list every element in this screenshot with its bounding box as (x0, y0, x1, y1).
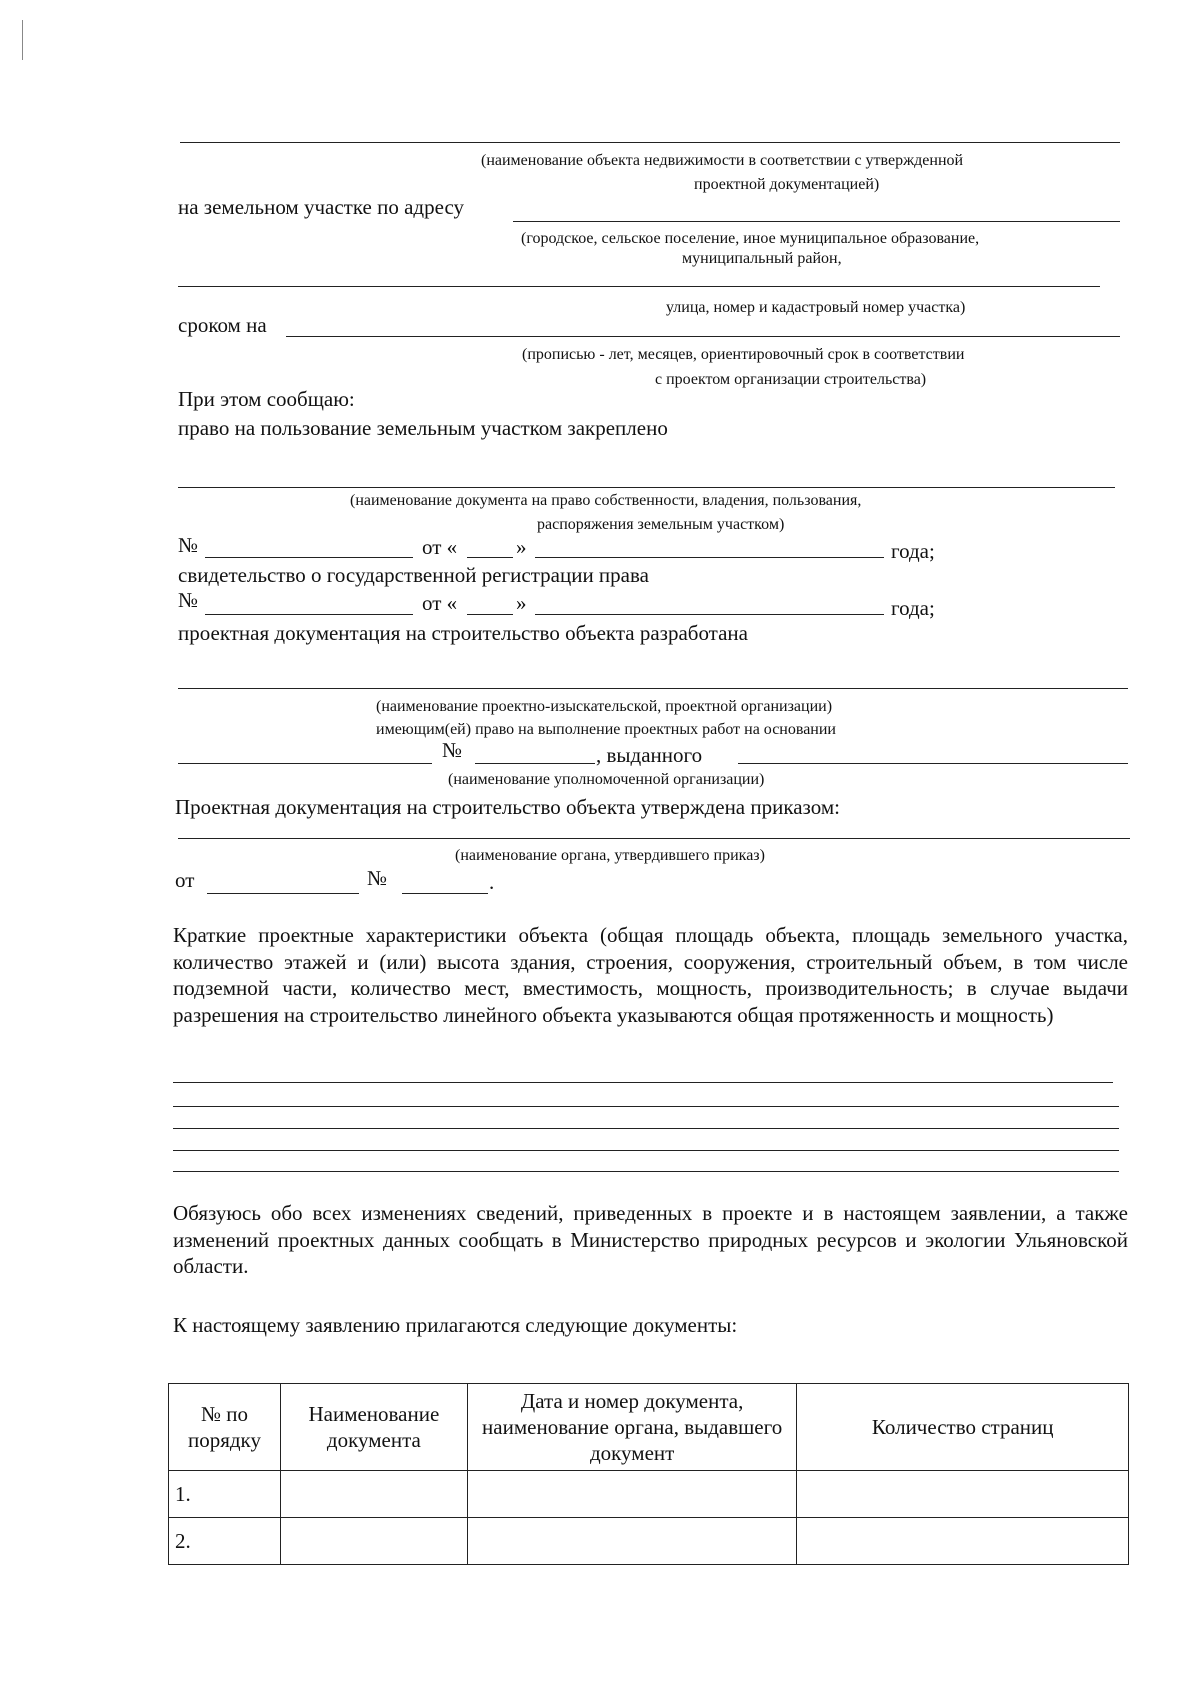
object-name-line[interactable] (180, 142, 1120, 143)
term-line[interactable] (286, 336, 1120, 337)
date-issuer-cell[interactable] (467, 1518, 797, 1565)
scan-margin-mark (22, 20, 23, 60)
caption-term-2: с проектом организации строительства) (655, 371, 927, 388)
date-issuer-cell[interactable] (467, 1471, 797, 1518)
col-header-pages: Количество страниц (797, 1384, 1129, 1471)
characteristics-text: Краткие проектные характеристики объекта (общая площадь объекта, площадь земельного участка, количество этажей и (или) высота здания, строения, сооружения, строительный объем, в том числе подземной части, количество мест, вместимость, мощность, производительность; в случае выдачи разрешения на строительство линейного объекта указываются общая протяженность и мощность) (173, 923, 1128, 1027)
doc-number-line[interactable] (205, 557, 413, 558)
year-label: года; (891, 596, 935, 620)
caption-authorized-org: (наименование уполномоченной организации) (448, 771, 765, 788)
row-number-cell: 2. (169, 1518, 281, 1565)
term-label: сроком на (178, 313, 267, 337)
report-label: При этом сообщаю: (178, 387, 355, 411)
row-number-cell: 1. (169, 1471, 281, 1518)
pages-cell[interactable] (797, 1518, 1129, 1565)
day-line[interactable] (467, 557, 513, 558)
table-row (169, 1518, 1129, 1565)
approving-body-line[interactable] (178, 838, 1130, 839)
doc-name-cell[interactable] (280, 1471, 467, 1518)
number-sign: № (178, 533, 199, 557)
design-docs-label: проектная документация на строительство объекта разработана (178, 621, 748, 645)
caption-address-1: (городское, сельское поселение, иное муниципальное образование, (521, 230, 980, 247)
caption-design-org-2: имеющим(ей) право на выполнение проектных работ на основании (376, 721, 836, 738)
caption-object-2: проектной документацией) (694, 176, 880, 193)
land-doc-line[interactable] (178, 487, 1115, 488)
from-close: » (516, 535, 527, 559)
characteristics-line-5[interactable] (173, 1171, 1119, 1172)
caption-address-2: муниципальный район, (682, 250, 842, 267)
characteristics-line-2[interactable] (173, 1106, 1119, 1107)
col-header-number: № по порядку (169, 1384, 281, 1471)
address-line[interactable] (513, 221, 1120, 222)
license-line[interactable] (178, 763, 432, 764)
characteristics-line-3[interactable] (173, 1128, 1119, 1129)
table-row (169, 1471, 1129, 1518)
caption-design-org-1: (наименование проектно-изыскательской, проектной организации) (376, 698, 833, 715)
doc-name-cell[interactable] (280, 1518, 467, 1565)
license-number-line[interactable] (475, 763, 595, 764)
caption-land-doc-2: распоряжения земельным участком) (537, 516, 785, 533)
day-line[interactable] (467, 614, 513, 615)
from-label: от « (422, 591, 458, 615)
col-header-date-issuer: Дата и номер документа, наименование органа, выдавшего документ (467, 1384, 797, 1471)
pages-cell[interactable] (797, 1471, 1129, 1518)
characteristics-line-1[interactable] (173, 1082, 1113, 1083)
cert-number-line[interactable] (205, 614, 413, 615)
approved-label: Проектная документация на строительство объекта утверждена приказом: (175, 795, 840, 819)
issuer-line[interactable] (738, 763, 1128, 764)
order-number-line[interactable] (402, 893, 488, 894)
table-header-row (169, 1384, 1129, 1471)
attachments-intro: К настоящему заявлению прилагаются следующие документы: (173, 1313, 738, 1337)
attachments-table (168, 1383, 1129, 1565)
design-org-line[interactable] (178, 688, 1128, 689)
month-line[interactable] (535, 614, 884, 615)
caption-approving-body: (наименование органа, утвердившего приказ) (455, 847, 765, 864)
order-date-line[interactable] (207, 893, 359, 894)
caption-street: улица, номер и кадастровый номер участка) (666, 299, 966, 316)
caption-term-1: (прописью - лет, месяцев, ориентировочный срок в соответствии (522, 346, 965, 363)
land-right-label: право на пользование земельным участком закреплено (178, 416, 668, 440)
certificate-label: свидетельство о государственной регистрации права (178, 563, 649, 587)
characteristics-line-4[interactable] (173, 1150, 1119, 1151)
from-close: » (516, 591, 527, 615)
caption-land-doc-1: (наименование документа на право собственности, владения, пользования, (350, 492, 862, 509)
issued-label: , выданного (596, 743, 703, 767)
year-label: года; (891, 539, 935, 563)
address-label: на земельном участке по адресу (178, 195, 464, 219)
address-line-2[interactable] (178, 286, 1100, 287)
number-sign: № (442, 738, 463, 762)
col-header-doc-name: Наименование документа (280, 1384, 467, 1471)
month-line[interactable] (535, 557, 884, 558)
period: . (489, 870, 495, 894)
from-plain: от (175, 868, 195, 892)
from-label: от « (422, 535, 458, 559)
number-sign: № (178, 588, 199, 612)
caption-object-1: (наименование объекта недвижимости в соответствии с утвержденной (481, 152, 964, 169)
obligation-text: Обязуюсь обо всех изменениях сведений, приведенных в проекте и в настоящем заявлении, а также изменений проектных данных сообщать в Министерство природных ресурсов и экологии Ульяновской области. (173, 1201, 1128, 1278)
number-sign: № (367, 866, 388, 890)
